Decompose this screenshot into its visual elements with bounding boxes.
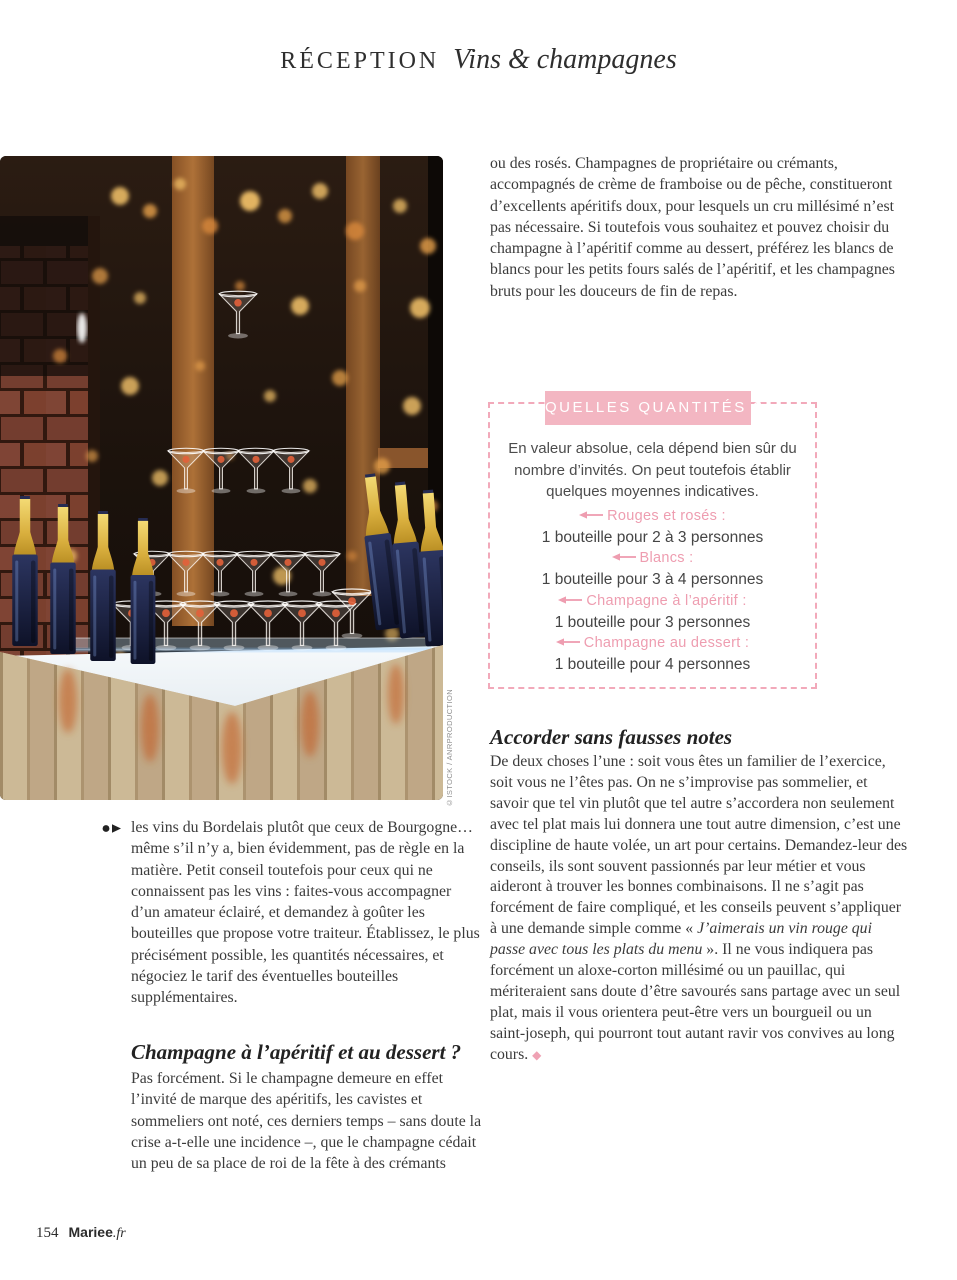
right-column-paragraph-top: ou des rosés. Champagnes de propriétaire ou crémants, accompagnés de crème de framboise ou de pêche, constitueront d’excellents apéritifs doux, pour lesquels un cru millésimé n’est pas nécessaire. Si toutefois vous souhaitez et pouvez choisir du champagne à l’apéritif comme au dessert, préférez les blancs de blancs pour les petits fours salés de l’apéritif, et les champagnes bruts pour les douceurs de fin de repas. [490,155,895,300]
list-arrow-icon [612,553,636,561]
list-arrow-icon [558,596,582,604]
left-column-paragraph: les vins du Bordelais plutôt que ceux de Bourgogne… même s’il n’y a, bien évidemment, pas de règle en la matière. Petit conseil toutefois pour ceux qui ne connaissent pas les vins : faites-vous accompagner d’un amateur éclairé, et demandez à goûter les bouteilles que propose votre traiteur. Établissez, le plus précisément possible, les quantités nécessaires, et négociez le tarif des éventuelles bouteilles supplémentaires. [131,819,480,1007]
paragraph-text: De deux choses l’une : soit vous êtes un familier de l’exercice, soit vous ne l’êtes pas. On ne s’improvise pas sommelier, et savoir que tel vin plutôt que tel autre s’accordera non seulement avec tel plat mais lui donnera une tout autre dimension, c’est une discipline de haute volée, un art pour certains. Demandez-leur des conseils, ils sont souvent passionnés par leur métier et vous aideront à trouver les bonnes combinaisons. Il ne s’agit pas forcément de faire compliqué, et les conseils peuvent s’appliquer à une demande simple comme « [490,753,908,938]
quantity-value: 1 bouteille pour 4 personnes [554,656,751,673]
quantities-box [488,399,817,689]
page-header [0,44,957,76]
quantity-item [490,506,815,549]
quantity-label: Champagne au dessert : [490,633,815,654]
photo-credit: ©ISTOCK / ANRPRODUCTION [445,688,454,807]
left-column-paragraph-2: Pas forcément. Si le champagne demeure en effet l’invité de marque des apéritifs, les cavistes et sommeliers ont noté, ces derniers temps – sans doute la crise a-t-elle une incidence –, que le champagne cédait un peu de sa place de roi de la fête à des crémants [131,1070,482,1173]
right-column-paragraph-2 [490,752,910,1066]
quantity-value: 1 bouteille pour 3 à 4 personnes [541,571,764,588]
quantity-item [490,548,815,591]
end-of-article-diamond: ◆ [532,1047,542,1062]
quantities-box-intro: En valeur absolue, cela dépend bien sûr du nombre d’invités. On peut toutefois établir quelques moyennes indicatives. [508,440,797,500]
champagne-tower-photo [0,156,443,800]
bullet-arrow-icon [102,821,124,839]
paragraph-text: ». Il ne vous indiquera pas forcément un aloxe-corton millésimé ou un pauillac, qui mériteraient sans doute d’être savourés sans partage avec un seul plat, mais il vous orientera peut-être vers un bourgueil ou un saint-joseph, qui pourront tout autant ravir vos convives au long cours. [490,941,901,1063]
magazine-brand-suffix: .fr [112,1226,126,1241]
page-footer [36,1224,126,1242]
quantity-item [490,633,815,676]
list-arrow-icon [579,511,603,519]
inline-quote: J’aimerais un vin rouge qui passe avec tous les plats du menu [490,920,872,959]
champagne-tower-illustration [0,156,443,800]
quantity-label: Champagne à l’apéritif : [490,591,815,612]
quantity-value: 1 bouteille pour 2 à 3 personnes [541,528,764,546]
left-column-heading: Champagne à l’apéritif et au dessert ? [131,1040,462,1064]
header-section-label: RÉCEPTION [280,48,440,74]
quantity-label: Rouges et rosés : [490,506,815,527]
quantity-item [490,591,815,634]
quantities-box-title: QUELLES QUANTITÉS ? [545,391,751,425]
magazine-brand: Mariee [68,1224,113,1240]
page-number: 154 [36,1225,59,1241]
header-topic-label: Vins & champagnes [453,44,677,75]
quantity-value: 1 bouteille pour 3 personnes [554,613,751,631]
list-arrow-icon [556,638,580,646]
quantity-label: Blancs : [490,548,815,569]
right-column-heading: Accorder sans fausses notes [490,725,733,749]
